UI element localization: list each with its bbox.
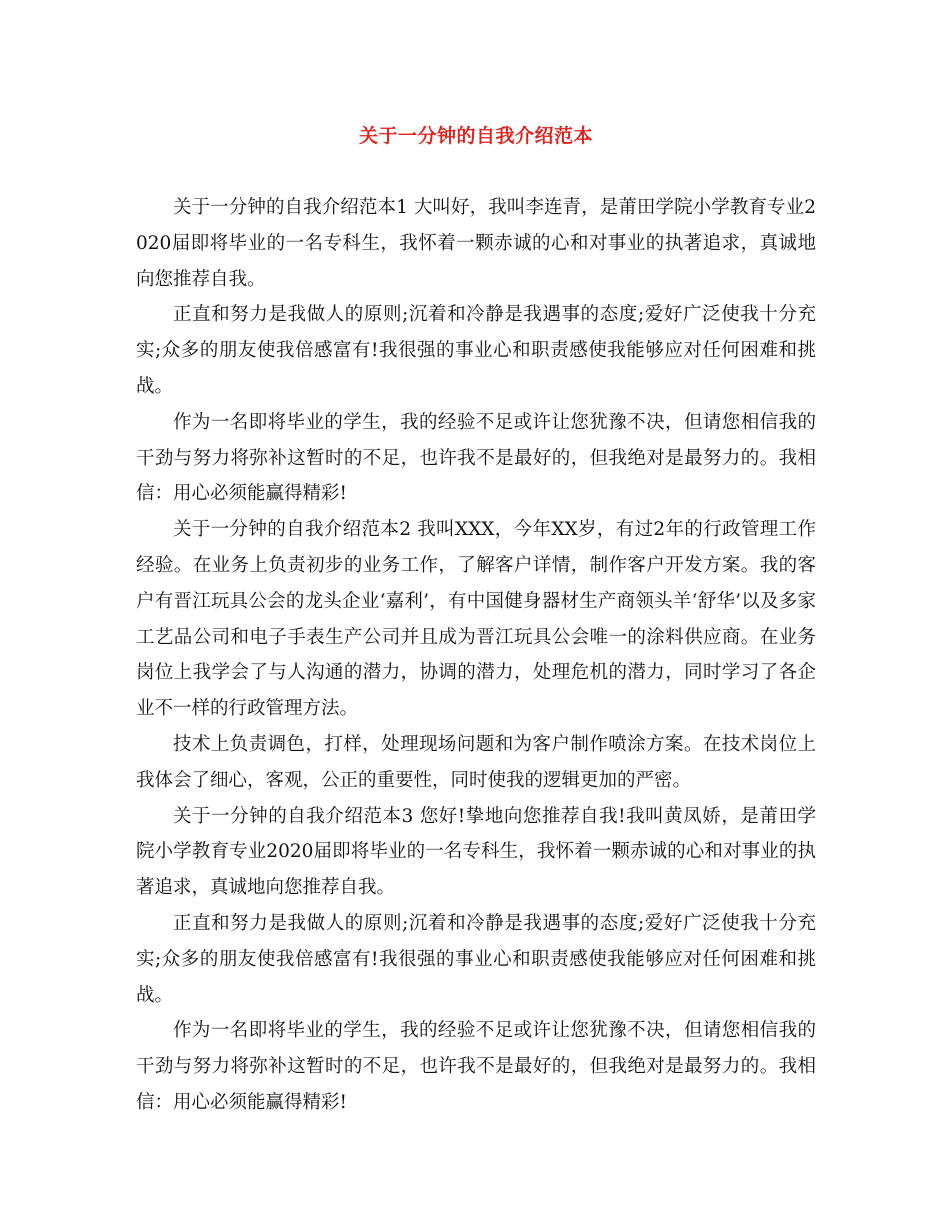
paragraph: 正直和努力是我做人的原则;沉着和冷静是我遇事的态度;爱好广泛使我十分充实;众多的朋友使我倍感富有!我很强的事业心和职责感使我能够应对任何困难和挑战。 [136,912,816,1006]
paragraph: 关于一分钟的自我介绍范本1 大叫好，我叫李连青，是莆田学院小学教育专业2020届即将毕业的一名专科生，我怀着一颗赤诚的心和对事业的执著追求，真诚地向您推荐自我。 [136,197,816,290]
document-title: 关于一分钟的自我介绍范本 [358,125,593,147]
paragraph: 技术上负责调色，打样，处理现场问题和为客户制作喷涂方案。在技术岗位上我体会了细心，客观，公正的重要性，同时使我的逻辑更加的严密。 [136,733,816,791]
paragraph: 关于一分钟的自我介绍范本3 您好!挚地向您推荐自我!我叫黄凤娇，是莆田学院小学教育专业2020届即将毕业的一名专科生，我怀着一颗赤诚的心和对事业的执著追求，真诚地向您推荐自我。 [136,805,816,899]
paragraph: 作为一名即将毕业的学生，我的经验不足或许让您犹豫不决，但请您相信我的干劲与努力将弥补这暂时的不足，也许我不是最好的，但我绝对是最努力的。我相信：用心必须能赢得精彩! [136,411,816,505]
paragraph: 作为一名即将毕业的学生，我的经验不足或许让您犹豫不决，但请您相信我的干劲与努力将弥补这暂时的不足，也许我不是最好的，但我绝对是最努力的。我相信：用心必须能赢得精彩! [136,1020,816,1113]
document-body [136,190,816,1121]
paragraph: 正直和努力是我做人的原则;沉着和冷静是我遇事的态度;爱好广泛使我十分充实;众多的朋友使我倍感富有!我很强的事业心和职责感使我能够应对任何困难和挑战。 [136,304,816,397]
paragraph: 关于一分钟的自我介绍范本2 我叫XXX，今年XX岁，有过2年的行政管理工作经验。在业务上负责初步的业务工作，了解客户详情，制作客户开发方案。我的客户有晋江玩具公会的龙头企业‘嘉利’，有中国健身器材生产商领头羊‘舒华’以及多家工艺品公司和电子手表生产公司并且成为晋江玩具公会唯一的涂料供应商。在业务岗位上我学会了与人沟通的潜力，协调的潜力，处理危机的潜力，同时学习了各企业不一样的行政管理方法。 [136,519,816,720]
